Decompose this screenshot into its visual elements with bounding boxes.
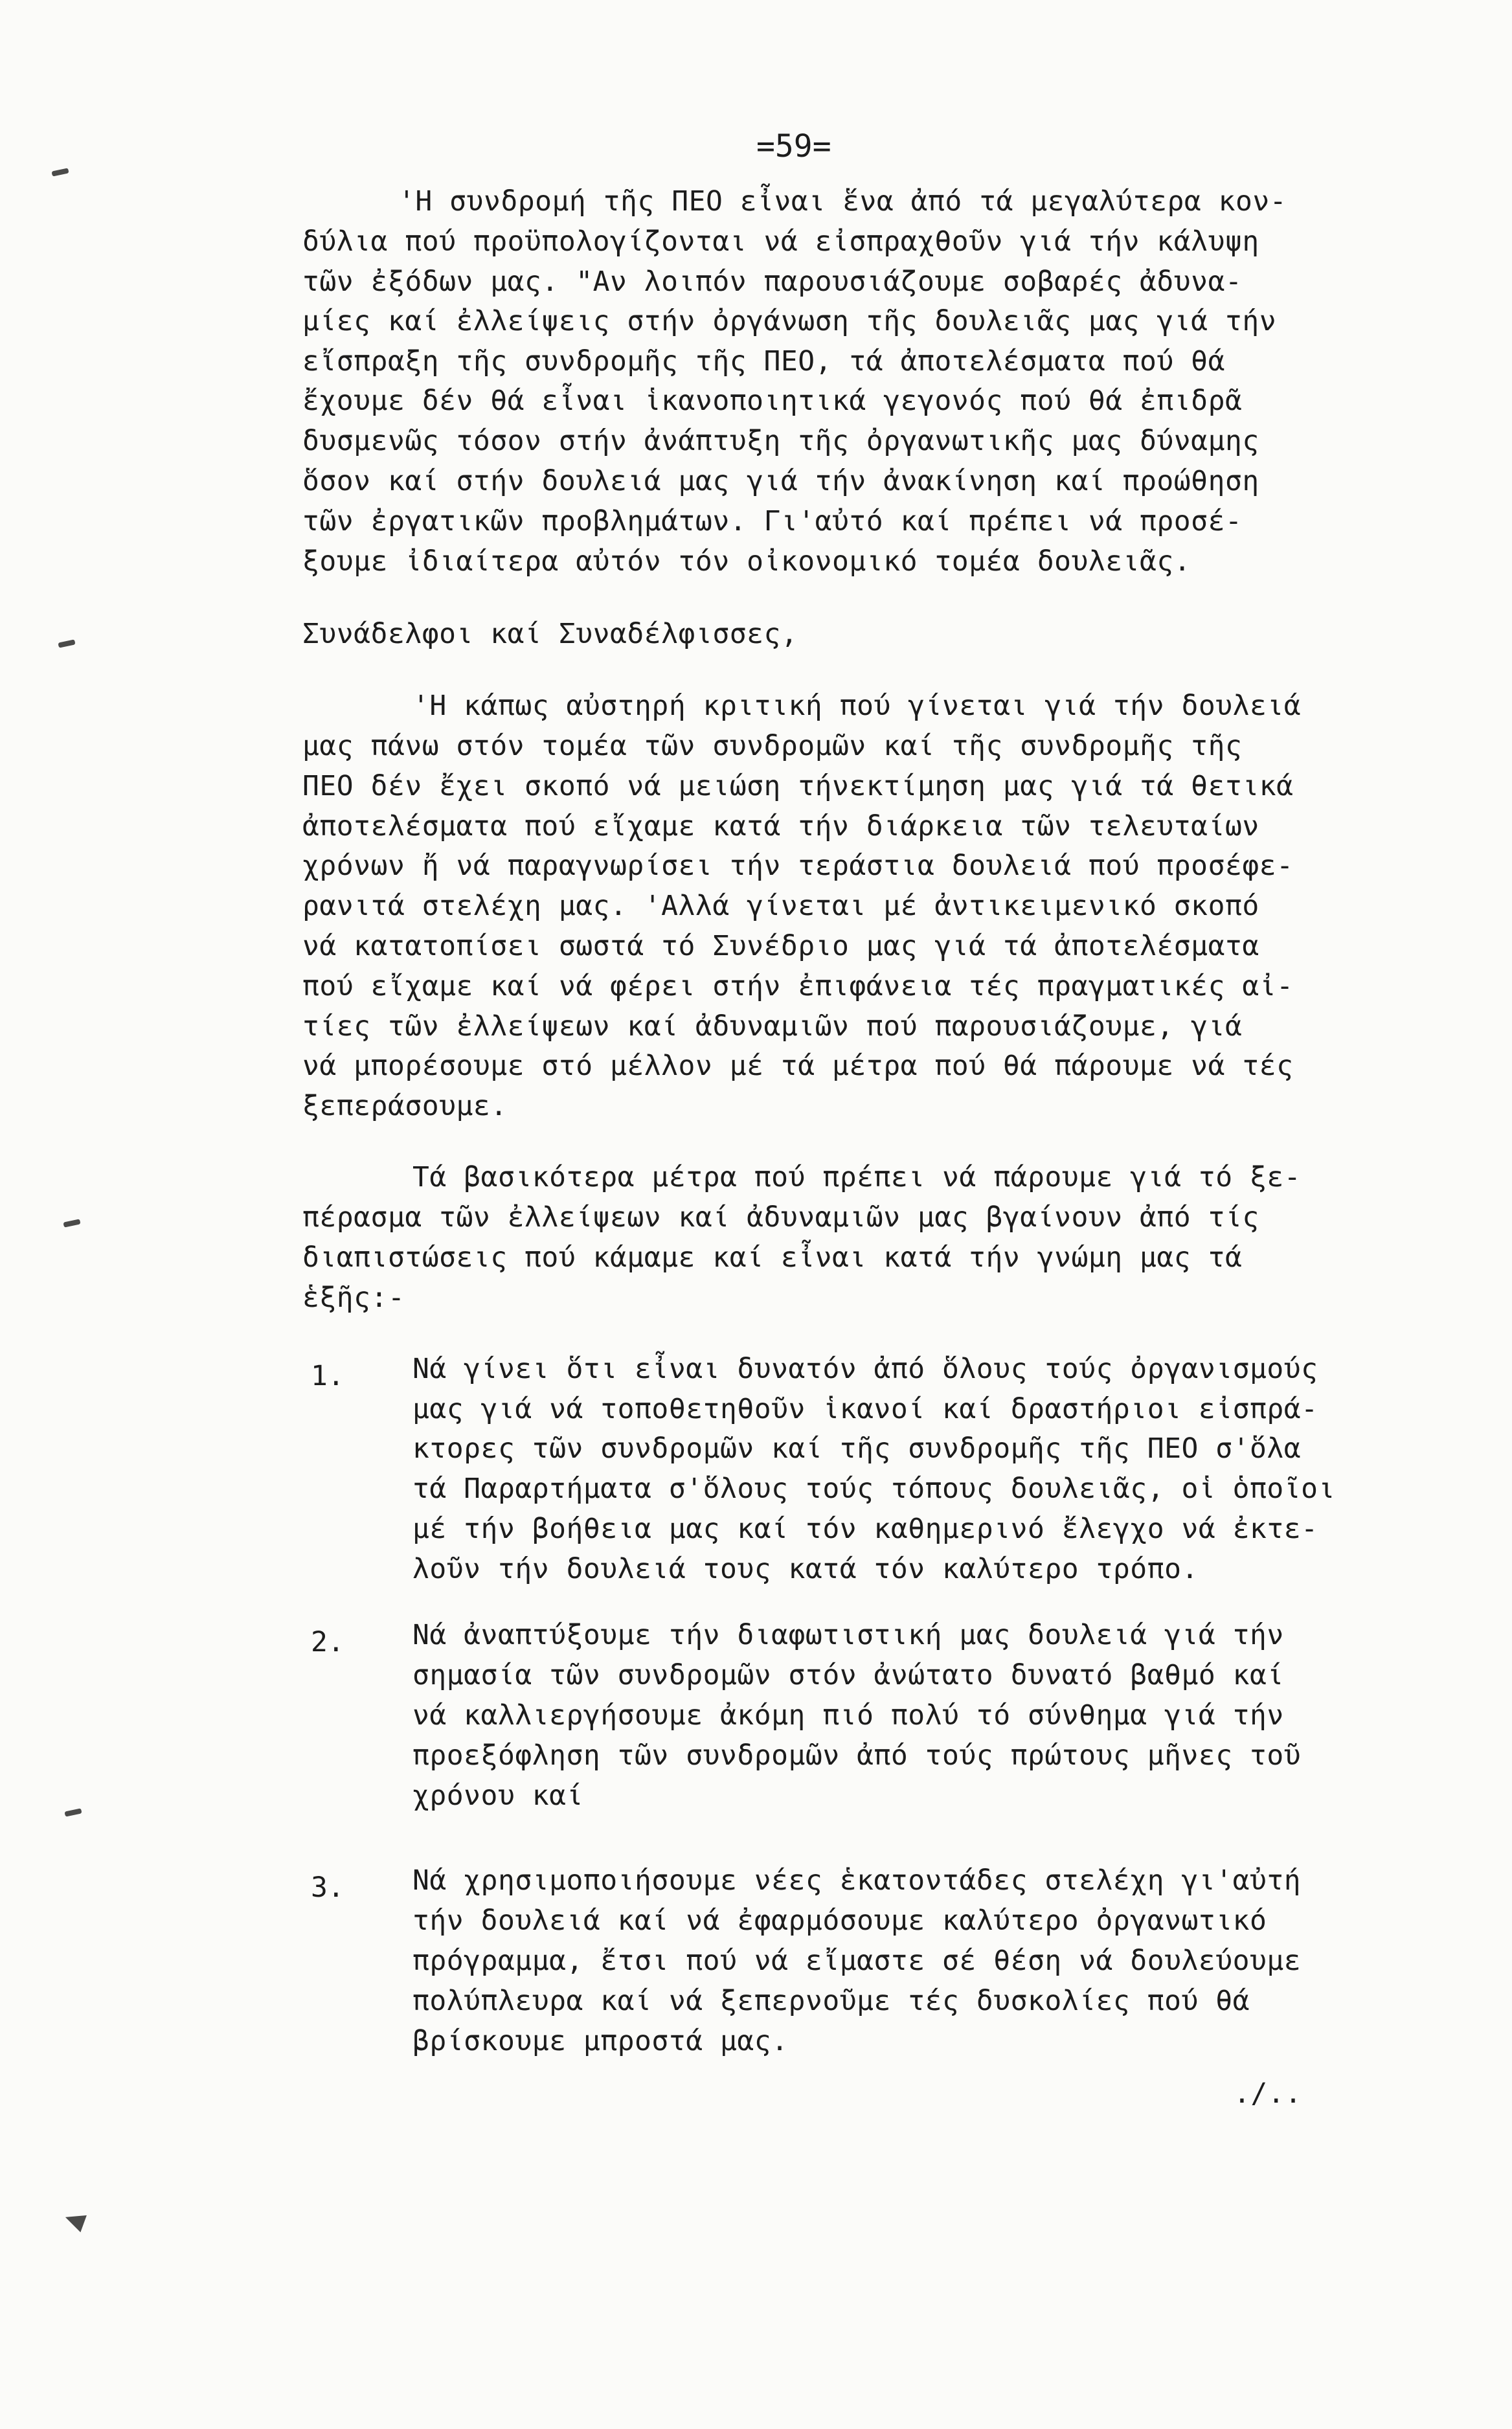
text-line: προεξόφληση τῶν συνδρομῶν ἀπό τούς πρώτους μῆνες τοῦ <box>412 1739 1302 1772</box>
text-line: διαπιστώσεις πού κάμαμε καί εἶναι κατά τήν γνώμη μας τά <box>302 1241 1243 1274</box>
text-line: Νά ἀναπτύξουμε τήν διαφωτιστική μας δουλειά γιά τήν <box>412 1619 1284 1651</box>
text-line: πρόγραμμα, ἔτσι πού νά εἴμαστε σέ θέση νά δουλεύουμε <box>412 1945 1302 1977</box>
text-line: βρίσκουμε μπροστά μας. <box>412 2025 789 2057</box>
text-line: δυσμενῶς τόσον στήν ἀνάπτυξη τῆς ὀργανωτικῆς μας δύναμης <box>302 425 1259 457</box>
text-line: μίες καί ἐλλείψεις στήν ὀργάνωση τῆς δουλειᾶς μας γιά τήν <box>302 305 1277 337</box>
text-line: τήν δουλειά καί νά ἐφαρμόσουμε καλύτερο ὀργανωτικό <box>412 1904 1267 1937</box>
margin-mark <box>64 1808 82 1816</box>
text-line: νά καλλιεργήσουμε ἀκόμη πιό πολύ τό σύνθημα γιά τήν <box>412 1699 1284 1732</box>
text-line: τά Παραρτήματα σ'ὅλους τούς τόπους δουλειᾶς, οἱ ὁποῖοι <box>412 1473 1335 1505</box>
text-line: Νά χρησιμοποιήσουμε νέες ἑκατοντάδες στελέχη γι'αὐτή <box>412 1864 1302 1897</box>
text-line: ρανιτά στελέχη μας. 'Αλλά γίνεται μέ ἀντικειμενικό σκοπό <box>302 890 1259 922</box>
text-line: εἴσπραξη τῆς συνδρομῆς τῆς ΠΕΟ, τά ἀποτελέσματα πού θά <box>302 345 1225 378</box>
text-line: Νά γίνει ὅτι εἶναι δυνατόν ἀπό ὅλους τούς ὀργανισμούς <box>412 1353 1318 1385</box>
text-line: ὅσον καί στήν δουλειά μας γιά τήν ἀνακίνηση καί προώθηση <box>302 465 1259 497</box>
page-number: =59= <box>756 128 831 164</box>
continuation-mark: ./.. <box>1234 2077 1302 2110</box>
text-line: τίες τῶν ἐλλείψεων καί ἀδυναμιῶν πού παρουσιάζουμε, γιά <box>302 1010 1243 1043</box>
text-line: ξουμε ἰδιαίτερα αὐτόν τόν οἰκονομικό τομέα δουλειᾶς. <box>302 545 1191 578</box>
text-line: κτορες τῶν συνδρομῶν καί τῆς συνδρομῆς τῆς ΠΕΟ σ'ὅλα <box>412 1432 1302 1465</box>
text-line: ἔχουμε δέν θά εἶναι ἱκανοποιητικά γεγονός πού θά ἐπιδρᾶ <box>302 385 1243 417</box>
text-line: μέ τήν βοήθεια μας καί τόν καθημερινό ἔλεγχο νά ἐκτε- <box>412 1513 1318 1545</box>
text-line: ἑξῆς:- <box>302 1282 405 1314</box>
text-line: Τά βασικότερα μέτρα πού πρέπει νά πάρουμε γιά τό ξε- <box>412 1161 1302 1193</box>
text-line: ξεπεράσουμε. <box>302 1090 508 1122</box>
text-line: χρόνου καί <box>412 1779 583 1812</box>
salutation: Συνάδελφοι καί Συναδέλφισσες, <box>302 618 798 650</box>
text-line: 'Η συνδρομή τῆς ΠΕΟ εἶναι ἕνα ἀπό τά μεγαλύτερα κον- <box>398 185 1287 218</box>
text-line: σημασία τῶν συνδρομῶν στόν ἀνώτατο δυνατό βαθμό καί <box>412 1659 1284 1691</box>
text-line: ΠΕΟ δέν ἔχει σκοπό νά μειώση τήνεκτίμηση μας γιά τά θετικά <box>302 770 1294 802</box>
text-line: τῶν ἐργατικῶν προβλημάτων. Γι'αὐτό καί πρέπει νά προσέ- <box>302 505 1243 537</box>
list-item-number: 3. <box>311 1871 344 1904</box>
text-line: νά μπορέσουμε στό μέλλον μέ τά μέτρα πού θά πάρουμε νά τές <box>302 1050 1294 1082</box>
text-line: μας πάνω στόν τομέα τῶν συνδρομῶν καί τῆς συνδρομῆς τῆς <box>302 730 1243 762</box>
text-line: τῶν ἐξόδων μας. "Αν λοιπόν παρουσιάζουμε σοβαρές ἀδυνα- <box>302 265 1243 298</box>
text-line: πολύπλευρα καί νά ξεπερνοῦμε τές δυσκολίες πού θά <box>412 1985 1250 2017</box>
text-line: πού εἴχαμε καί νά φέρει στήν ἐπιφάνεια τές πραγματικές αἰ- <box>302 970 1294 1002</box>
margin-mark <box>51 168 69 176</box>
text-line: νά κατατοπίσει σωστά τό Συνέδριο μας γιά τά ἀποτελέσματα <box>302 930 1259 962</box>
text-line: μας γιά νά τοποθετηθοῦν ἱκανοί καί δραστήριοι εἰσπρά- <box>412 1393 1318 1425</box>
margin-arrow-mark <box>62 2209 87 2233</box>
margin-mark <box>63 1219 80 1227</box>
text-line: λοῦν τήν δουλειά τους κατά τόν καλύτερο τρόπο. <box>412 1553 1199 1585</box>
list-item-number: 1. <box>311 1360 344 1392</box>
text-line: πέρασμα τῶν ἐλλείψεων καί ἀδυναμιῶν μας βγαίνουν ἀπό τίς <box>302 1201 1259 1234</box>
text-line: χρόνων ἤ νά παραγνωρίσει τήν τεράστια δουλειά πού προσέφε- <box>302 850 1294 882</box>
text-line: 'Η κάπως αὐστηρή κριτική πού γίνεται γιά τήν δουλειά <box>412 690 1302 722</box>
text-line: ἀποτελέσματα πού εἴχαμε κατά τήν διάρκεια τῶν τελευταίων <box>302 810 1259 842</box>
text-line: δύλια πού προϋπολογίζονται νά εἰσπραχθοῦν γιά τήν κάλυψη <box>302 225 1259 258</box>
margin-mark <box>58 639 75 648</box>
list-item-number: 2. <box>311 1626 344 1658</box>
